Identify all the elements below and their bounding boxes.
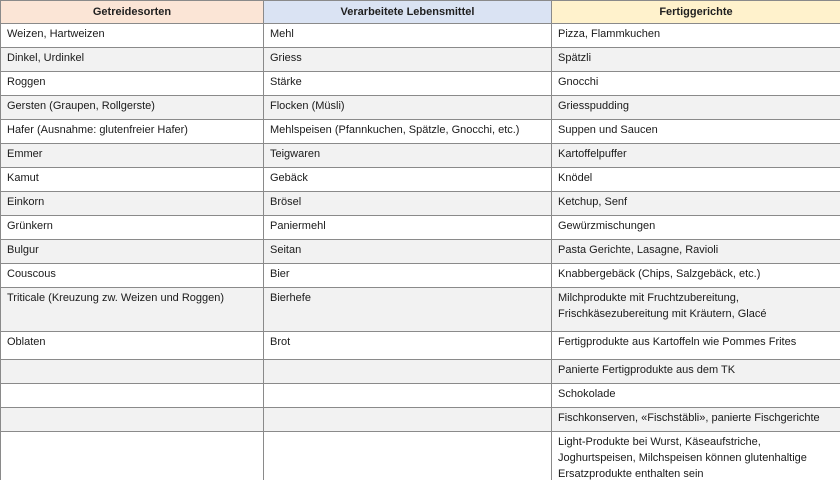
table-row [1,332,840,360]
cell-verarbeitete-lebensmittel [264,408,552,432]
cell-fertiggerichte: Pasta Gerichte, Lasagne, Ravioli [552,240,840,264]
table-body [1,24,840,480]
table-row [1,72,840,96]
table-row [1,192,840,216]
cell-verarbeitete-lebensmittel: Stärke [264,72,552,96]
cell-verarbeitete-lebensmittel: Flocken (Müsli) [264,96,552,120]
cell-fertiggerichte: Suppen und Saucen [552,120,840,144]
cell-fertiggerichte: Milchprodukte mit Fruchtzubereitung, Frischkäsezubereitung mit Kräutern, Glacé [552,288,840,332]
cell-getreidesorten: Weizen, Hartweizen [1,24,264,48]
cell-verarbeitete-lebensmittel: Mehlspeisen (Pfannkuchen, Spätzle, Gnocchi, etc.) [264,120,552,144]
table-row [1,144,840,168]
cell-verarbeitete-lebensmittel: Griess [264,48,552,72]
cell-verarbeitete-lebensmittel: Brot [264,332,552,360]
table-row [1,384,840,408]
cell-verarbeitete-lebensmittel: Teigwaren [264,144,552,168]
cell-getreidesorten: Emmer [1,144,264,168]
cell-getreidesorten: Einkorn [1,192,264,216]
cell-fertiggerichte: Fertigprodukte aus Kartoffeln wie Pommes Frites [552,332,840,360]
cell-verarbeitete-lebensmittel [264,360,552,384]
column-header-verarbeitete-lebensmittel: Verarbeitete Lebensmittel [264,1,552,24]
cell-fertiggerichte: Gnocchi [552,72,840,96]
table-row [1,24,840,48]
table-row [1,432,840,480]
cell-verarbeitete-lebensmittel: Bier [264,264,552,288]
cell-fertiggerichte: Griesspudding [552,96,840,120]
table-row [1,216,840,240]
table-row [1,120,840,144]
table-row [1,288,840,332]
cell-verarbeitete-lebensmittel: Seitan [264,240,552,264]
cell-fertiggerichte: Knödel [552,168,840,192]
cell-fertiggerichte: Gewürzmischungen [552,216,840,240]
table-row [1,360,840,384]
cell-getreidesorten: Roggen [1,72,264,96]
cell-fertiggerichte: Ketchup, Senf [552,192,840,216]
cell-verarbeitete-lebensmittel: Bierhefe [264,288,552,332]
cell-fertiggerichte: Fischkonserven, «Fischstäbli», panierte Fischgerichte [552,408,840,432]
cell-verarbeitete-lebensmittel [264,432,552,480]
cell-fertiggerichte: Spätzli [552,48,840,72]
cell-getreidesorten [1,384,264,408]
cell-verarbeitete-lebensmittel: Gebäck [264,168,552,192]
cell-getreidesorten: Hafer (Ausnahme: glutenfreier Hafer) [1,120,264,144]
table-row [1,264,840,288]
cell-getreidesorten: Dinkel, Urdinkel [1,48,264,72]
cell-verarbeitete-lebensmittel [264,384,552,408]
cell-getreidesorten [1,432,264,480]
cell-fertiggerichte: Kartoffelpuffer [552,144,840,168]
cell-fertiggerichte: Knabbergebäck (Chips, Salzgebäck, etc.) [552,264,840,288]
table-row [1,48,840,72]
cell-getreidesorten: Bulgur [1,240,264,264]
header-row [1,1,840,24]
cell-getreidesorten: Triticale (Kreuzung zw. Weizen und Roggen) [1,288,264,332]
table-row [1,96,840,120]
table-row [1,408,840,432]
column-header-getreidesorten: Getreidesorten [1,1,264,24]
cell-getreidesorten: Couscous [1,264,264,288]
cell-verarbeitete-lebensmittel: Mehl [264,24,552,48]
cell-getreidesorten [1,408,264,432]
cell-getreidesorten: Oblaten [1,332,264,360]
cell-getreidesorten: Kamut [1,168,264,192]
cell-fertiggerichte: Panierte Fertigprodukte aus dem TK [552,360,840,384]
cell-fertiggerichte: Pizza, Flammkuchen [552,24,840,48]
table-row [1,168,840,192]
cell-fertiggerichte: Schokolade [552,384,840,408]
column-header-fertiggerichte: Fertiggerichte [552,1,840,24]
cell-getreidesorten: Gersten (Graupen, Rollgerste) [1,96,264,120]
cell-getreidesorten [1,360,264,384]
cell-verarbeitete-lebensmittel: Paniermehl [264,216,552,240]
cell-verarbeitete-lebensmittel: Brösel [264,192,552,216]
cell-fertiggerichte: Light-Produkte bei Wurst, Käseaufstriche, Joghurtspeisen, Milchspeisen können glutenhaltige Ersatzprodukte enthalten sein [552,432,840,480]
table-row [1,240,840,264]
cell-getreidesorten: Grünkern [1,216,264,240]
